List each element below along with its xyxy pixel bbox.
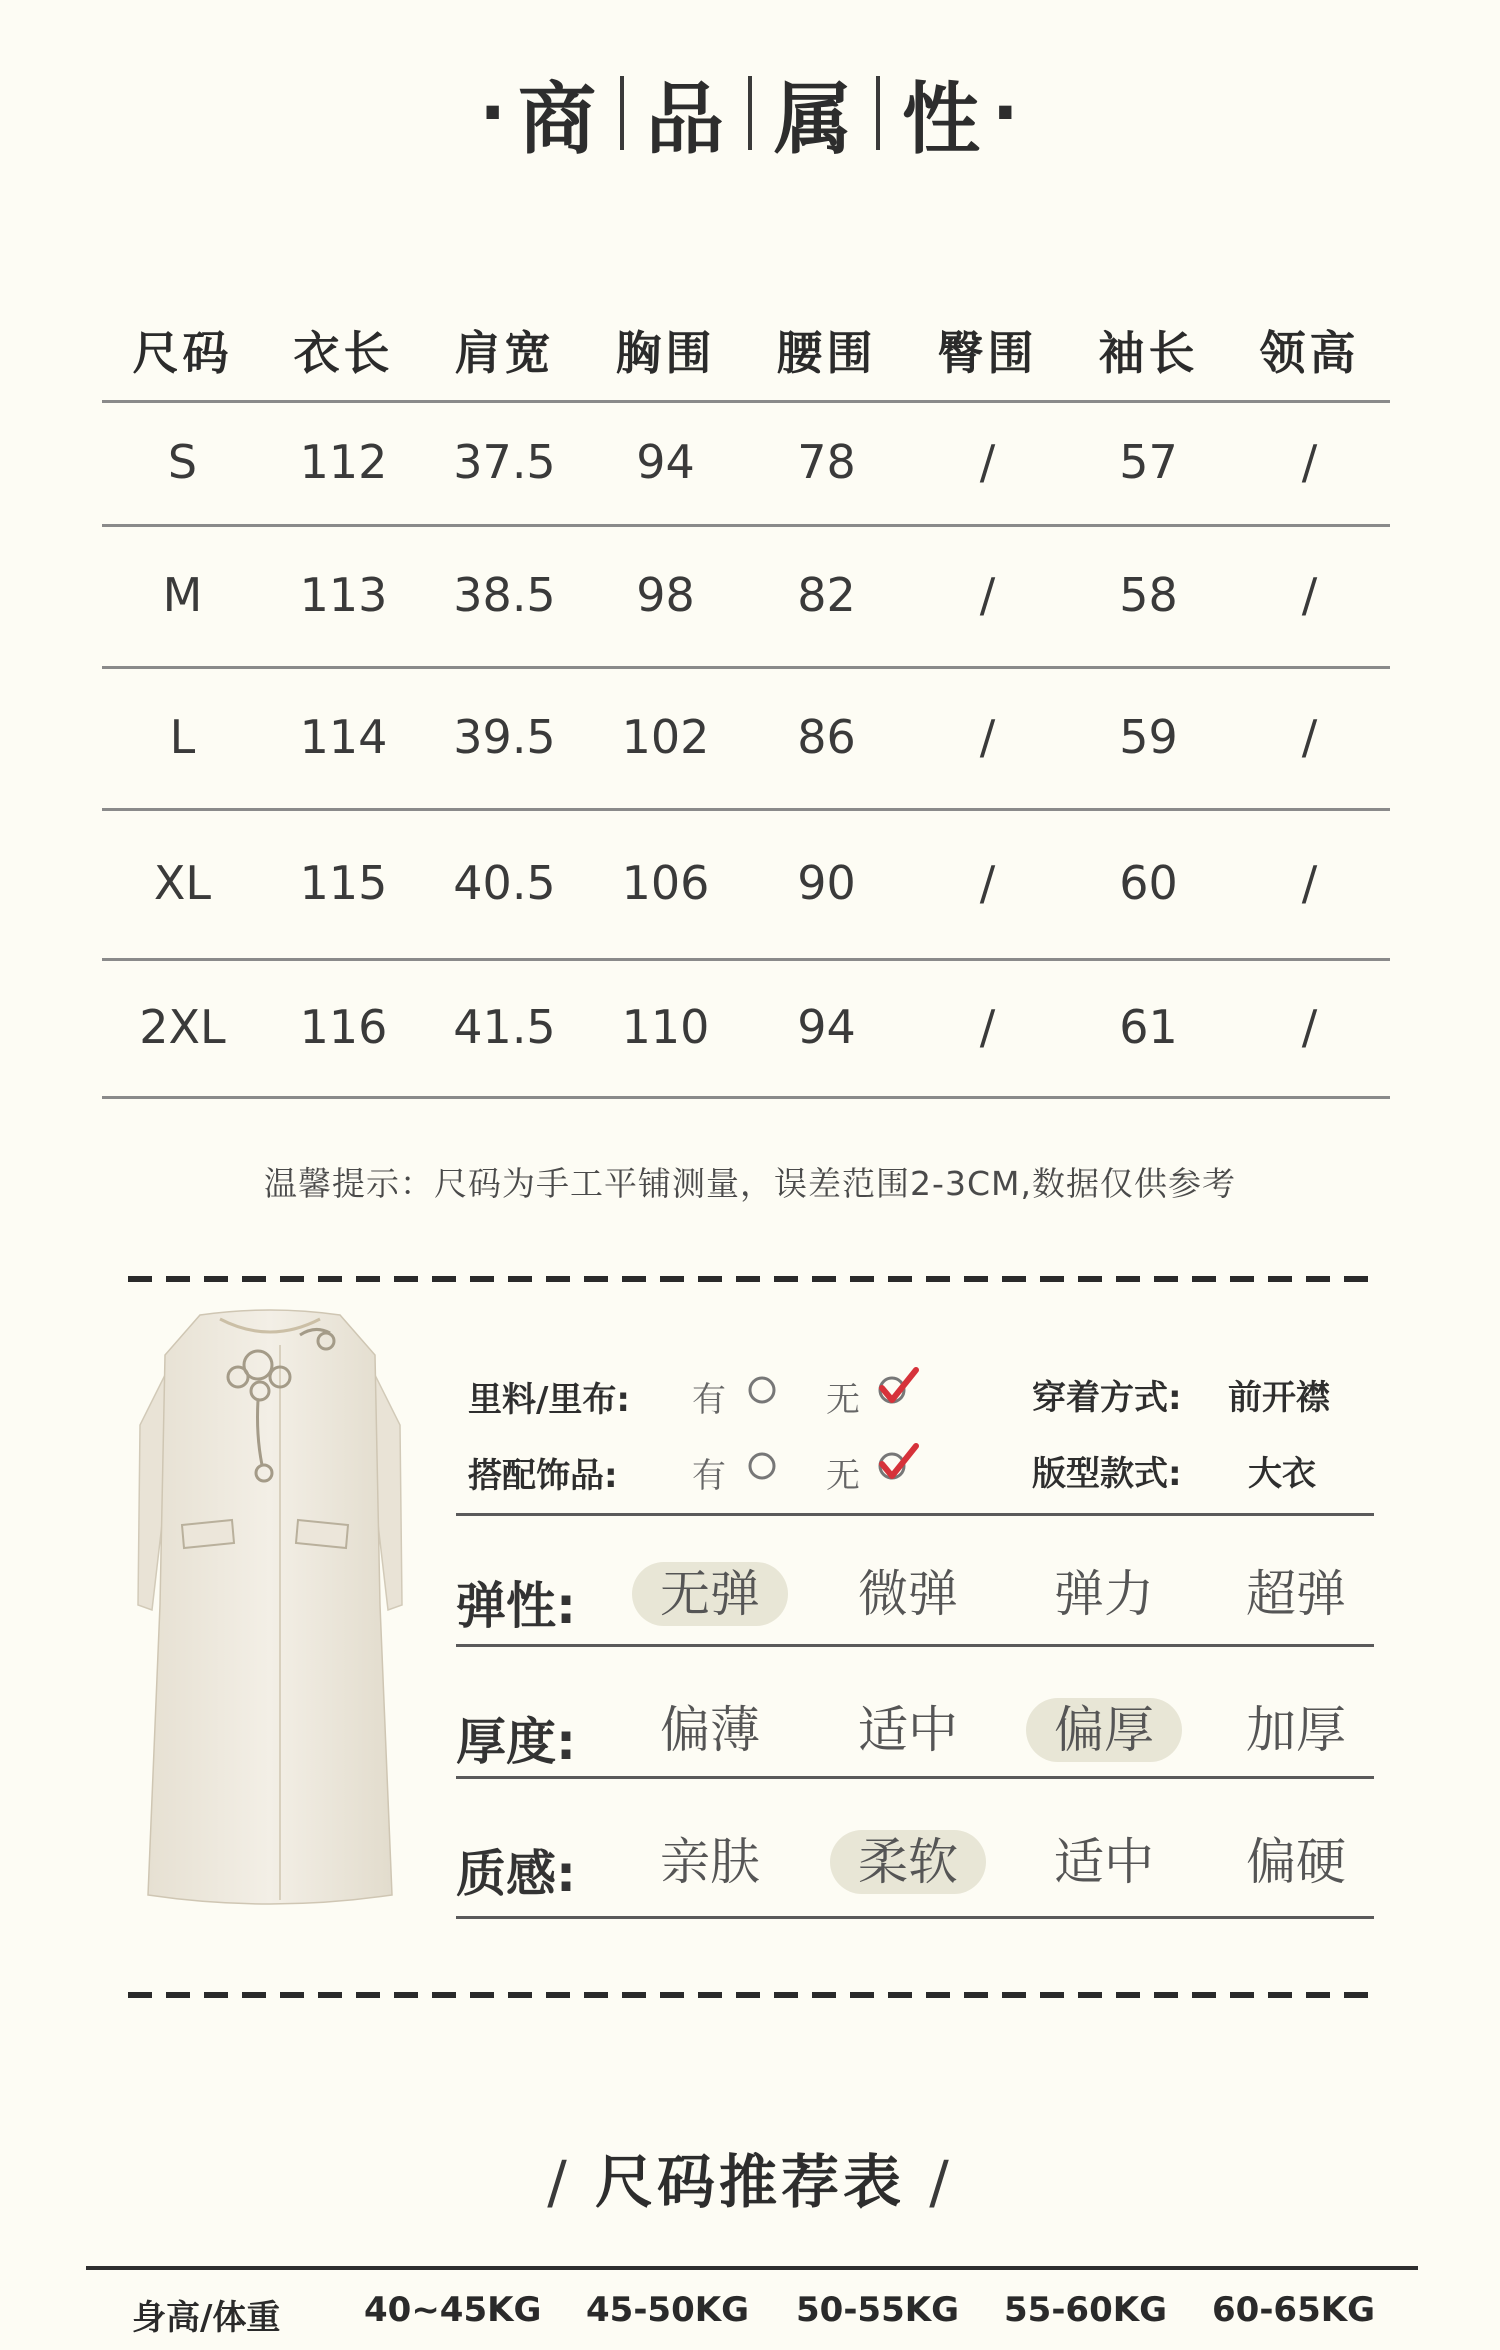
table-header-cell: 领高 — [1259, 326, 1360, 380]
scale-option: 柔软 — [830, 1830, 986, 1894]
table-cell: / — [979, 1000, 996, 1054]
dashed-divider — [128, 1276, 1368, 1282]
accessory-label: 搭配饰品: — [468, 1456, 618, 1496]
elasticity-scale — [456, 1552, 1374, 1642]
table-cell: 86 — [797, 710, 856, 764]
title-char: 属 — [774, 75, 855, 165]
table-cell: / — [1301, 435, 1318, 489]
thickness-scale — [456, 1688, 1374, 1778]
table-cell: / — [1301, 1000, 1318, 1054]
table-cell: 60 — [1119, 856, 1178, 910]
accessory-option-yes: 有 — [692, 1456, 726, 1496]
scale-option: 加厚 — [1246, 1701, 1346, 1759]
recommendation-title-text: 尺码推荐表 — [594, 2148, 905, 2216]
title-dot-left: · — [479, 72, 508, 154]
accessory-row — [468, 1448, 618, 1497]
coat-image — [130, 1305, 410, 1915]
table-row — [102, 666, 1390, 808]
recommendation-header-cell: 55-60KG — [1004, 2290, 1167, 2330]
table-cell: 114 — [299, 710, 388, 764]
table-cell: / — [979, 568, 996, 622]
title-slash: / — [547, 2148, 571, 2216]
table-header-row — [102, 300, 1390, 400]
radio-checked-icon — [872, 1436, 924, 1488]
table-cell: 37.5 — [453, 435, 556, 489]
table-row — [102, 808, 1390, 958]
title-dot-right: · — [992, 72, 1021, 154]
scale-option: 适中 — [858, 1701, 958, 1759]
title-char: 商 — [517, 75, 598, 165]
dashed-divider — [128, 1992, 1368, 1998]
table-cell: 110 — [621, 1000, 710, 1054]
table-header-cell: 衣长 — [293, 326, 394, 380]
table-cell: 39.5 — [453, 710, 556, 764]
attribute-divider — [456, 1513, 1374, 1516]
lining-option-no: 无 — [826, 1380, 860, 1420]
attribute-divider — [456, 1644, 1374, 1647]
table-cell: M — [162, 568, 203, 622]
table-cell: 113 — [299, 568, 388, 622]
table-cell: 98 — [636, 568, 695, 622]
scale-label: 弹性: — [456, 1577, 576, 1635]
scale-option: 弹力 — [1054, 1565, 1154, 1623]
table-row — [102, 958, 1390, 1096]
scale-option: 无弹 — [632, 1562, 788, 1626]
table-cell: 112 — [299, 435, 388, 489]
scale-option: 偏硬 — [1246, 1833, 1346, 1891]
scale-option: 偏薄 — [660, 1701, 760, 1759]
table-cell: 94 — [797, 1000, 856, 1054]
scale-option: 超弹 — [1246, 1565, 1346, 1623]
table-cell: 40.5 — [453, 856, 556, 910]
table-header-cell: 肩宽 — [454, 326, 555, 380]
table-row — [102, 524, 1390, 666]
recommendation-header-cell: 60-65KG — [1212, 2290, 1375, 2330]
title-char: 性 — [902, 75, 983, 165]
title-slash: / — [929, 2148, 953, 2216]
table-header-cell: 腰围 — [776, 326, 877, 380]
table-header-cell: 胸围 — [615, 326, 716, 380]
radio-empty-icon — [744, 1448, 780, 1484]
lining-option-yes: 有 — [692, 1380, 726, 1420]
table-cell: 94 — [636, 435, 695, 489]
table-header-cell: 臀围 — [937, 326, 1038, 380]
table-cell: / — [979, 435, 996, 489]
table-cell: L — [169, 710, 196, 764]
style-value: 大衣 — [1248, 1454, 1316, 1494]
title-separator — [876, 76, 880, 150]
title-separator — [748, 76, 752, 150]
scale-option: 微弹 — [858, 1565, 958, 1623]
table-cell: 58 — [1119, 568, 1178, 622]
table-cell: 115 — [299, 856, 388, 910]
table-cell: 90 — [797, 856, 856, 910]
size-table — [102, 300, 1390, 1054]
table-cell: 116 — [299, 1000, 388, 1054]
style-label: 版型款式: — [1032, 1454, 1182, 1494]
recommendation-header-cell: 40~45KG — [364, 2290, 542, 2330]
accessory-option-no: 无 — [826, 1456, 860, 1496]
scale-label: 厚度: — [456, 1713, 576, 1771]
lining-row — [468, 1372, 630, 1421]
radio-checked-icon — [872, 1360, 924, 1412]
attribute-divider — [456, 1916, 1374, 1919]
recommendation-header-cell: 身高/体重 — [132, 2298, 281, 2338]
table-cell: 102 — [621, 710, 710, 764]
table-cell: / — [979, 710, 996, 764]
table-cell: XL — [153, 856, 212, 910]
scale-option: 偏厚 — [1026, 1698, 1182, 1762]
table-header-cell: 袖长 — [1098, 326, 1199, 380]
table-cell: 61 — [1119, 1000, 1178, 1054]
texture-scale — [456, 1820, 1374, 1910]
title-char: 品 — [645, 75, 726, 165]
table-cell: 78 — [797, 435, 856, 489]
table-cell: / — [1301, 856, 1318, 910]
title-separator — [620, 76, 624, 150]
table-cell: / — [979, 856, 996, 910]
measurement-note: 温馨提示：尺码为手工平铺测量，误差范围2-3CM,数据仅供参考 — [264, 1164, 1236, 1203]
table-divider — [102, 1096, 1390, 1099]
scale-option: 适中 — [1054, 1833, 1154, 1891]
wear-label: 穿着方式: — [1032, 1378, 1182, 1418]
scale-option: 亲肤 — [660, 1833, 760, 1891]
table-cell: / — [1301, 568, 1318, 622]
table-cell: 41.5 — [453, 1000, 556, 1054]
scale-label: 质感: — [456, 1845, 576, 1903]
recommendation-title — [0, 2135, 1500, 2215]
table-cell: 106 — [621, 856, 710, 910]
lining-label: 里料/里布: — [468, 1380, 631, 1420]
table-cell: 59 — [1119, 710, 1178, 764]
recommendation-header-cell: 45-50KG — [586, 2290, 749, 2330]
table-header-cell: 尺码 — [132, 326, 233, 380]
attribute-divider — [456, 1776, 1374, 1779]
table-cell: 82 — [797, 568, 856, 622]
table-cell: / — [1301, 710, 1318, 764]
table-cell: 57 — [1119, 435, 1178, 489]
table-row — [102, 400, 1390, 524]
recommendation-header-cell: 50-55KG — [796, 2290, 959, 2330]
radio-empty-icon — [744, 1372, 780, 1408]
wear-value: 前开襟 — [1228, 1378, 1330, 1418]
recommendation-divider — [86, 2266, 1418, 2270]
table-cell: S — [167, 435, 198, 489]
table-cell: 38.5 — [453, 568, 556, 622]
table-cell: 2XL — [139, 1000, 226, 1054]
page-title — [0, 58, 1500, 168]
